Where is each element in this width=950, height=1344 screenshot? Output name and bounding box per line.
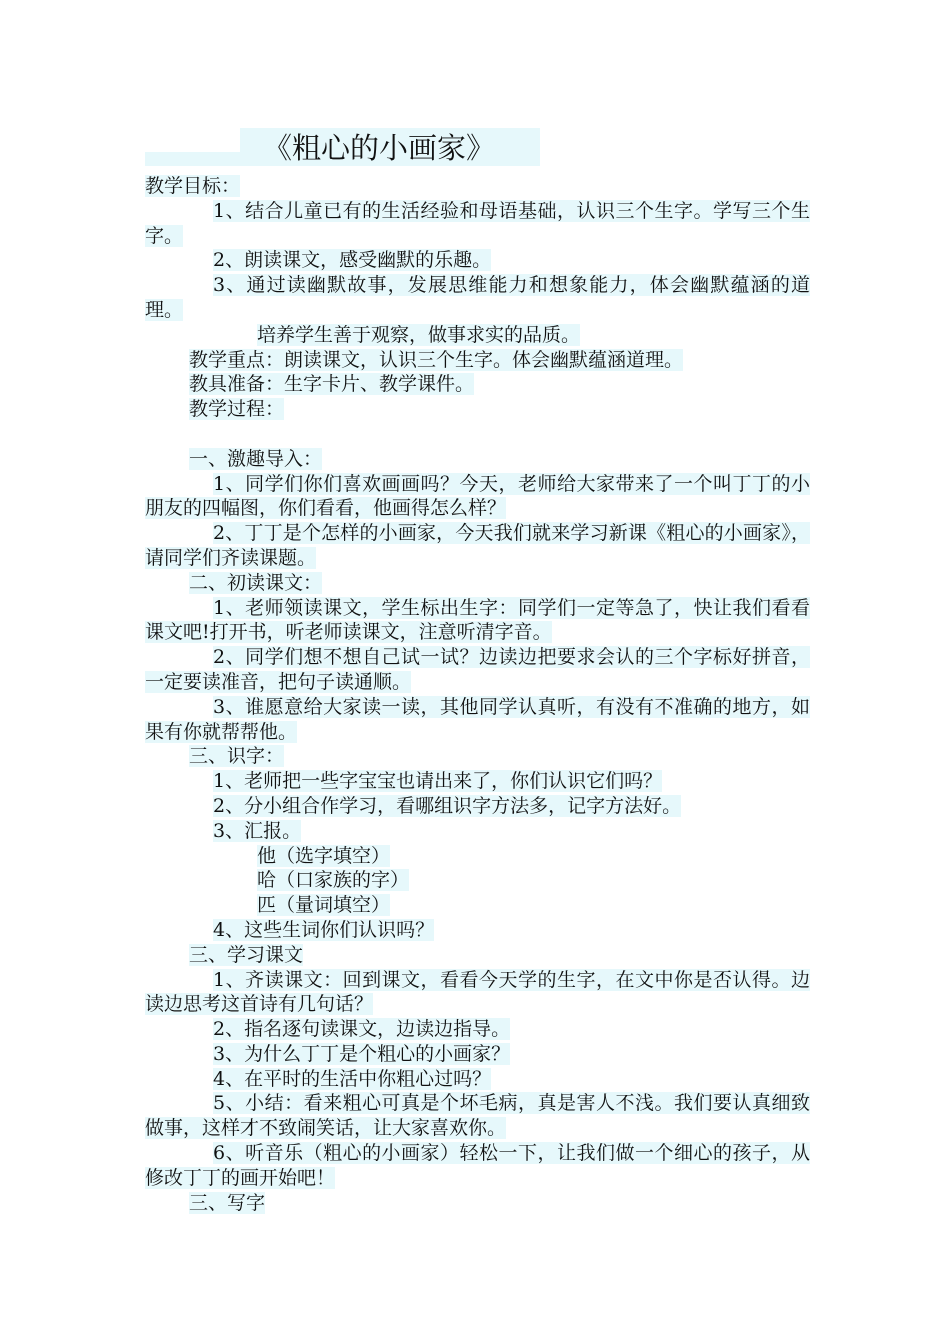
paragraph-text: 三、识字： <box>189 745 285 768</box>
paragraph <box>145 844 810 869</box>
paragraph-text: 3、汇报。 <box>213 819 302 842</box>
paragraph <box>145 447 810 472</box>
paragraph-text: 1、同学们你们喜欢画画吗？今天，老师给大家带来了一个叫丁丁的小朋友的四幅图，你们看看，他画得怎么样？ <box>145 472 810 520</box>
paragraph-text: 匹（量词填空） <box>257 894 391 917</box>
paragraph-text: 1、齐读课文：回到课文，看看今天学的生字，在文中你是否认得。边读边思考这首诗有几句话？ <box>145 968 810 1016</box>
paragraph-text: 教具准备：生字卡片、教学课件。 <box>189 373 475 396</box>
paragraph-text: 5、小结：看来粗心可真是个坏毛病，真是害人不浅。我们要认真细致做事，这样才不致闹笑话，让大家喜欢你。 <box>145 1092 810 1140</box>
document-title: 《粗心的小画家》 <box>263 131 496 165</box>
paragraph-text: 哈（口家族的字） <box>257 869 410 892</box>
paragraph-text: 1、老师领读课文，学生标出生字：同学们一定等急了，快让我们看看课文吧!打开书，听老师读课文，注意听清字音。 <box>145 596 810 644</box>
paragraph <box>145 571 810 596</box>
paragraph-text: 2、丁丁是个怎样的小画家，今天我们就来学习新课《粗心的小画家》，请同学们齐读课题。 <box>145 522 810 569</box>
paragraph <box>145 596 810 646</box>
document-body <box>145 174 810 1215</box>
paragraph <box>145 769 810 794</box>
paragraph <box>145 794 810 819</box>
paragraph <box>145 918 810 943</box>
paragraph-text: 他（选字填空） <box>257 844 391 867</box>
paragraph-text: 2、同学们想不想自己试一试？边读边把要求会认的三个字标好拼音，一定要读准音，把句子读通顺。 <box>145 646 810 693</box>
paragraph-text: 3、为什么丁丁是个粗心的小画家？ <box>213 1042 511 1065</box>
paragraph <box>145 744 810 769</box>
paragraph <box>145 819 810 844</box>
paragraph <box>145 372 810 397</box>
paragraph <box>145 174 810 199</box>
paragraph <box>145 273 810 323</box>
title-block <box>145 128 540 168</box>
paragraph <box>145 248 810 273</box>
paragraph-text: 教学过程： <box>189 398 285 421</box>
paragraph-text: 2、分小组合作学习，看哪组识字方法多，记字方法好。 <box>213 794 682 817</box>
paragraph <box>145 199 810 249</box>
paragraph <box>145 323 810 348</box>
paragraph-text: 3、通过读幽默故事，发展思维能力和想象能力，体会幽默蕴涵的道理。 <box>145 274 810 321</box>
paragraph-text: 2、指名逐句读课文，边读边指导。 <box>213 1018 511 1041</box>
paragraph <box>145 943 810 968</box>
paragraph <box>145 645 810 695</box>
paragraph-text: 教学重点：朗读课文，认识三个生字。体会幽默蕴涵道理。 <box>189 348 684 371</box>
paragraph-text: 三、写字 <box>189 1191 266 1214</box>
paragraph-text: 4、在平时的生活中你粗心过吗？ <box>213 1067 492 1090</box>
paragraph <box>145 521 810 571</box>
paragraph-text: 6、听音乐（粗心的小画家）轻松一下，让我们做一个细心的孩子，从修改丁丁的画开始吧！ <box>145 1142 810 1189</box>
paragraph <box>145 422 810 447</box>
paragraph-text: 3、谁愿意给大家读一读，其他同学认真听，有没有不准确的地方，如果有你就帮帮他。 <box>145 695 810 743</box>
paragraph <box>145 695 810 745</box>
paragraph <box>145 472 810 522</box>
paragraph-text: 4、这些生词你们认识吗？ <box>213 918 435 941</box>
paragraph <box>145 1042 810 1067</box>
paragraph <box>145 1091 810 1141</box>
paragraph <box>145 1141 810 1191</box>
paragraph-text: 一、激趣导入： <box>189 447 323 470</box>
paragraph <box>145 893 810 918</box>
paragraph-text: 三、学习课文 <box>189 943 304 966</box>
paragraph <box>145 397 810 422</box>
paragraph-text: 教学目标： <box>145 175 241 197</box>
paragraph <box>145 868 810 893</box>
paragraph <box>145 348 810 373</box>
paragraph-text: 二、初读课文： <box>189 571 323 594</box>
paragraph <box>145 1067 810 1092</box>
paragraph <box>145 1191 810 1216</box>
paragraph-text: 1、老师把一些字宝宝也请出来了，你们认识它们吗？ <box>213 770 663 793</box>
paragraph-text: 培养学生善于观察，做事求实的品质。 <box>257 323 581 346</box>
paragraph <box>145 968 810 1018</box>
paragraph-text: 2、朗读课文，感受幽默的乐趣。 <box>213 249 492 272</box>
paragraph <box>145 1017 810 1042</box>
paragraph-text: 1、结合儿童已有的生活经验和母语基础，认识三个生字。学写三个生字。 <box>145 199 810 247</box>
